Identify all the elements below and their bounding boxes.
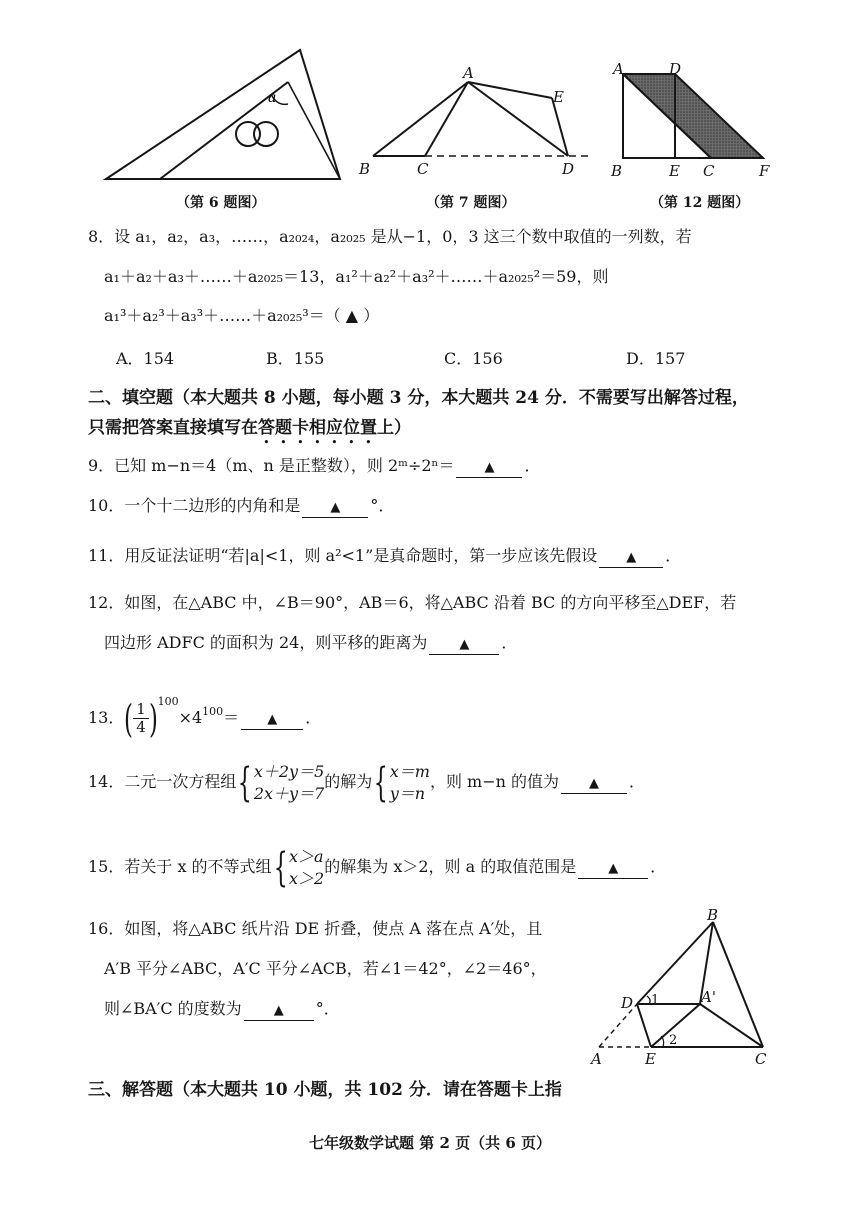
q12-end: ． [501, 633, 518, 652]
fig16-label-A: A [591, 1050, 602, 1068]
q14-pre: 14．二元一次方程组 [88, 772, 237, 791]
q10-blank-mark: ▲ [330, 500, 341, 515]
figure-16 [585, 904, 775, 1074]
q8-line-2: a₁＋a₂＋a₃＋……＋a₂₀₂₅＝13，a₁²＋a₂²＋a₃²＋……＋a₂₀₂₅²＝59，则 [104, 267, 609, 286]
section-2-title-line-1: 二、填空题（本大题共 8 小题，每小题 3 分，本大题共 24 分．不需要写出解答过程， [88, 388, 749, 408]
section-2-title-line-2-pre: 只需把答案直接填写在 [88, 418, 258, 438]
figure-12 [605, 60, 775, 185]
q13-blank-mark: ▲ [267, 712, 278, 727]
fig12-label-D: D [669, 60, 682, 78]
q10-text: 10．一个十二边形的内角和是 [88, 496, 301, 515]
q14-end: ． [629, 772, 646, 791]
q13-mid: ×4 [178, 708, 203, 727]
q8-option-c: C．156 [444, 349, 503, 368]
q12-line-2-text: 四边形 ADFC 的面积为 24，则平移的距离为 [104, 633, 428, 652]
fig16-label-E: E [645, 1050, 656, 1068]
q14-eq1: x＋2y＝5 [253, 761, 325, 781]
q9-blank-mark: ▲ [484, 460, 495, 475]
q16-line-1: 16．如图，将△ABC 纸片沿 DE 折叠，使点 A 落在点 A′处，且 [88, 919, 543, 938]
q15-post: 的解集为 x＞2，则 a 的取值范围是 [324, 857, 577, 876]
q14-mid: 的解为 [324, 772, 373, 791]
q8-option-a: A．154 [116, 349, 175, 368]
figure-7 [355, 62, 600, 182]
q15-in1: x＞a [289, 846, 324, 866]
q13-exp: 100 [157, 695, 179, 708]
q14: 14．二元一次方程组{ x＋2y＝5 2x＋y＝7 的解为{ x＝m y＝n ，则 m−n 的值为 ▲ ． [88, 759, 646, 806]
fig16-label-1: 1 [651, 993, 660, 1008]
q16-line-3 [104, 998, 340, 1021]
fig16-label-B: B [707, 906, 719, 924]
q10-end: °． [370, 496, 395, 515]
q11 [88, 545, 681, 568]
q11-answer-blank [599, 547, 663, 568]
q14-answer-blank [561, 773, 627, 794]
figure-12-caption: （第 12 题图） [650, 195, 750, 211]
fig12-label-C: C [703, 162, 715, 180]
q14-sol2: y＝n [389, 783, 426, 803]
q13-frac-den: 4 [136, 718, 146, 736]
q12-line-2 [104, 632, 517, 655]
q13-fraction [133, 701, 149, 736]
q13-exp2: 100 [202, 705, 224, 718]
fig7-label-E: E [553, 88, 564, 106]
q13-eq: ＝ [223, 708, 240, 727]
fig7-label-B: B [359, 160, 371, 178]
q14-system [254, 761, 324, 805]
fig16-label-2: 2 [669, 1033, 678, 1048]
q10 [88, 495, 394, 518]
q16-blank-mark: ▲ [273, 1003, 284, 1018]
q9-answer-blank [456, 457, 522, 478]
q10-answer-blank [302, 497, 368, 518]
q11-blank-mark: ▲ [626, 550, 637, 565]
q8-option-b: B．155 [266, 349, 325, 368]
q14-sol1: x＝m [389, 761, 430, 781]
q8-line-1: 8．设 a₁，a₂，a₃，……，a₂₀₂₄，a₂₀₂₅ 是从−1，0，3 这三个数中取值的一列数，若 [88, 227, 692, 246]
q15-pre: 15．若关于 x 的不等式组 [88, 857, 272, 876]
fig12-label-E: E [669, 162, 680, 180]
figure-7-caption: （第 7 题图） [426, 195, 516, 211]
fig6-label-a: a [268, 90, 277, 106]
fig16-label-A-prime: A' [701, 988, 716, 1006]
q14-solution [390, 761, 430, 805]
q11-end: ． [665, 546, 682, 565]
section-2-title-line-2-emph: 答题卡相应位置 [258, 418, 377, 438]
page-footer: 七年级数学试题 第 2 页（共 6 页） [309, 1134, 551, 1152]
q15-answer-blank [578, 858, 648, 879]
fig12-label-B: B [611, 162, 623, 180]
q16-answer-blank [244, 1000, 314, 1021]
q15-end: ． [650, 857, 667, 876]
fig7-label-D: D [562, 160, 575, 178]
q12-line-1: 12．如图，在△ABC 中，∠B＝90°，AB＝6，将△ABC 沿着 BC 的方向平移至△DEF，若 [88, 593, 737, 612]
q9-text: 9．已知 m−n＝4（m、n 是正整数），则 2ᵐ÷2ⁿ＝ [88, 456, 455, 475]
fig16-label-C: C [755, 1050, 767, 1068]
q13-frac-num: 1 [133, 701, 149, 719]
q14-eq2: 2x＋y＝7 [253, 783, 325, 803]
q15-in2: x＞2 [289, 868, 325, 888]
fig7-label-C: C [417, 160, 429, 178]
q16-line-3-text: 则∠BA′C 的度数为 [104, 999, 242, 1018]
q16-end: °． [315, 999, 340, 1018]
q15-system [289, 846, 324, 890]
section-2-title-line-2 [88, 416, 411, 448]
figure-6 [100, 44, 350, 189]
q11-text: 11．用反证法证明“若|a|<1，则 a²<1”是真命题时，第一步应该先假设 [88, 546, 598, 565]
fig7-label-A: A [463, 64, 474, 82]
fig16-label-D: D [621, 994, 634, 1012]
q8-line-3: a₁³＋a₂³＋a₃³＋……＋a₂₀₂₅³＝（ ▲ ） [104, 306, 380, 325]
q14-blank-mark: ▲ [589, 776, 599, 791]
q13-answer-blank [241, 709, 303, 730]
section-3-title: 三、解答题（本大题共 10 小题，共 102 分．请在答题卡上指 [88, 1080, 562, 1100]
q12-blank-mark: ▲ [459, 637, 470, 652]
q16-line-2: A′B 平分∠ABC，A′C 平分∠ACB，若∠1＝42°，∠2＝46°， [104, 959, 547, 978]
fig12-label-A: A [613, 60, 624, 78]
q14-post: ，则 m−n 的值为 [429, 772, 559, 791]
q13-end: ． [305, 708, 322, 727]
q9-end: ． [524, 456, 541, 475]
q13-num: 13． [88, 708, 125, 727]
figure-6-caption: （第 6 题图） [176, 195, 266, 211]
q12-answer-blank [429, 634, 499, 655]
q8-option-d: D．157 [626, 349, 686, 368]
q15-blank-mark: ▲ [608, 861, 619, 876]
fig12-label-F: F [759, 162, 770, 180]
section-2-title-line-2-post: 上） [377, 418, 411, 438]
q15: 15．若关于 x 的不等式组{ x＞a x＞2 的解集为 x＞2，则 a 的取值范围是 ▲ ． [88, 844, 667, 891]
q9 [88, 455, 541, 478]
q13: 13．( $\frac{1}{4}$ )$^{100}\times 4^{100}=$ ▲ ． [88, 695, 322, 741]
